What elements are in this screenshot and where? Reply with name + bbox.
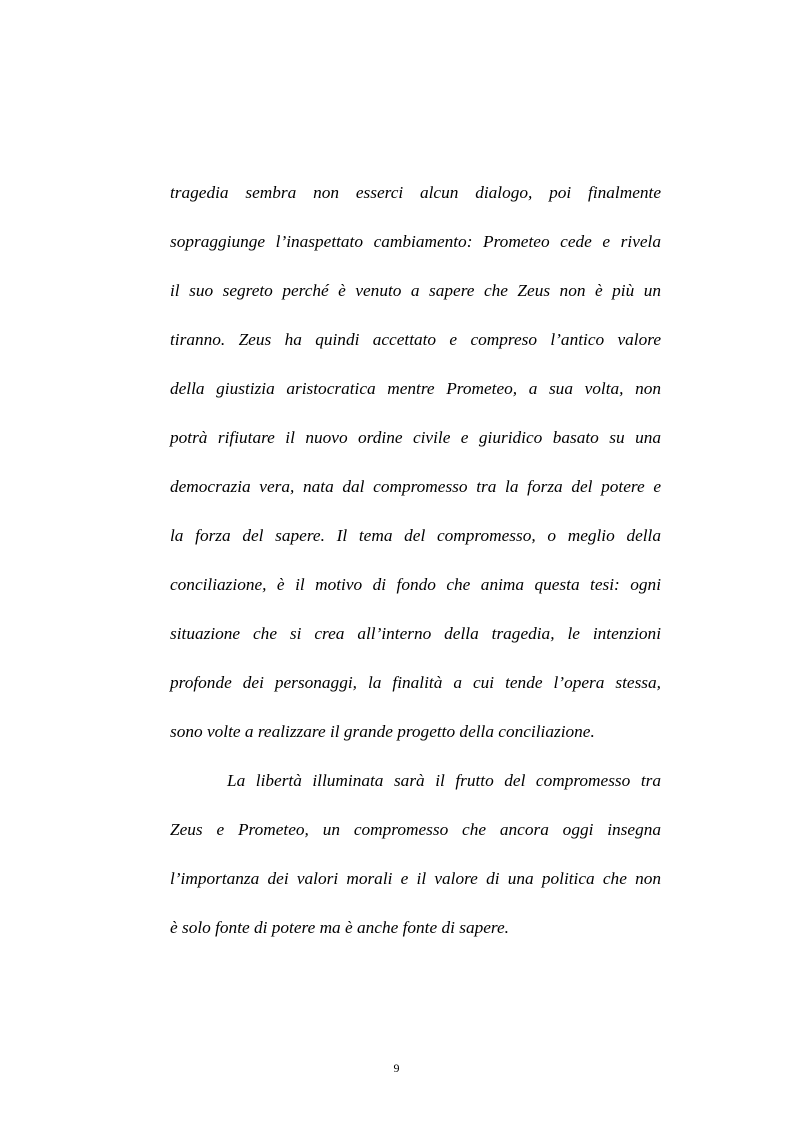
paragraph-1-line-9: conciliazione, è il motivo di fondo che anima questa tesi: ogni [170,575,661,594]
paragraph-2-line-1: La libertà illuminata sarà il frutto del compromesso tra [227,771,661,790]
paragraph-1-line-1: tragedia sembra non esserci alcun dialogo, poi finalmente [170,183,661,202]
page-number: 9 [393,1061,400,1075]
paragraph-1-line-8: la forza del sapere. Il tema del compromesso, o meglio della [170,526,661,545]
paragraph-1-line-10: situazione che si crea all’interno della tragedia, le intenzioni [170,624,661,643]
paragraph-2-line-3: l’importanza dei valori morali e il valore di una politica che non [170,869,661,888]
paragraph-1-line-6: potrà rifiutare il nuovo ordine civile e giuridico basato su una [170,428,661,447]
paragraph-1-line-5: della giustizia aristocratica mentre Prometeo, a sua volta, non [170,379,661,398]
paragraph-1-line-3: il suo segreto perché è venuto a sapere che Zeus non è più un [170,281,661,300]
paragraph-2-line-4: è solo fonte di potere ma è anche fonte di sapere. [170,918,509,937]
paragraph-2-line-2: Zeus e Prometeo, un compromesso che ancora oggi insegna [170,820,661,839]
paragraph-1-line-4: tiranno. Zeus ha quindi accettato e compreso l’antico valore [170,330,661,349]
paragraph-1-line-7: democrazia vera, nata dal compromesso tra la forza del potere e [170,477,661,496]
paragraph-1-line-12: sono volte a realizzare il grande progetto della conciliazione. [170,722,595,741]
paragraph-1-line-11: profonde dei personaggi, la finalità a cui tende l’opera stessa, [170,673,661,692]
paragraph-1-line-2: sopraggiunge l’inaspettato cambiamento: Prometeo cede e rivela [170,232,661,251]
